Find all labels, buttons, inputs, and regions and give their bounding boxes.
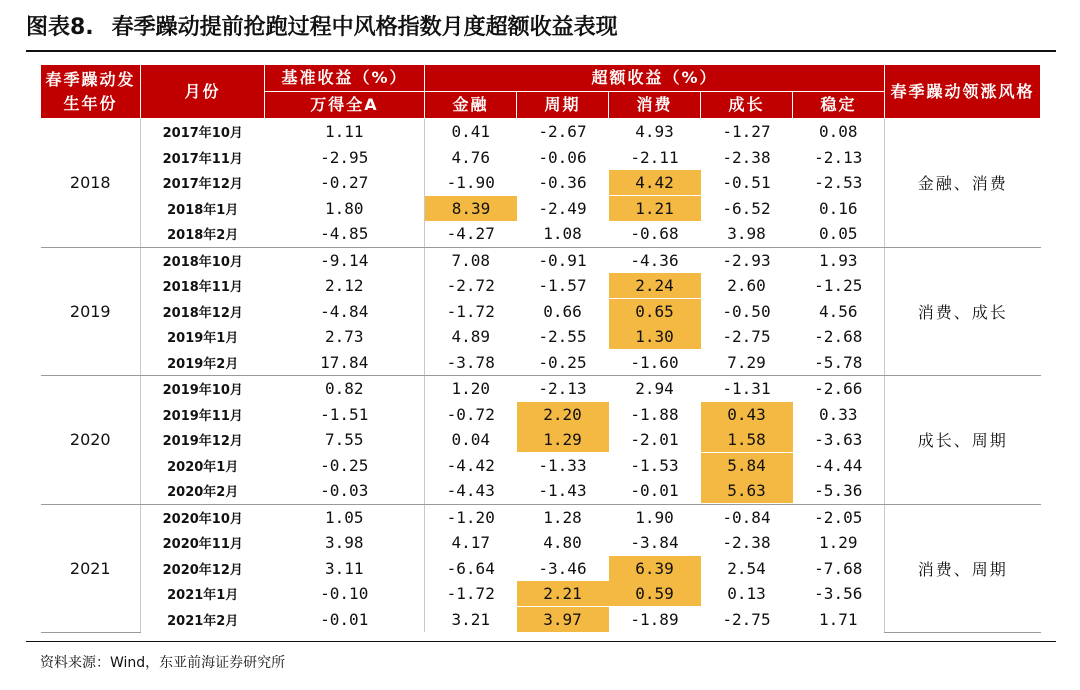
finance-cell: -1.72 <box>446 584 495 604</box>
stable-cell: -2.05 <box>814 507 863 527</box>
month-cell: 2018年11月 <box>162 280 243 296</box>
finance-cell-highlighted <box>425 196 517 222</box>
consumer-cell: -2.11 <box>630 147 679 167</box>
style-excess-return-table <box>40 64 1041 633</box>
highlight-value: 8.39 <box>425 196 517 221</box>
highlight-value: 1.21 <box>609 196 701 221</box>
finance-cell: 4.76 <box>451 147 491 167</box>
growth-cell: 0.13 <box>727 584 766 604</box>
header-leading-style: 春季躁动领涨风格 <box>885 65 1041 119</box>
stable-cell: -3.56 <box>814 584 863 604</box>
stable-cell: -2.13 <box>814 147 863 167</box>
stable-cell: -5.36 <box>793 478 885 504</box>
month-cell: 2020年11月 <box>162 537 243 553</box>
finance-cell: -2.72 <box>446 276 495 296</box>
benchmark-cell: -4.84 <box>265 299 425 325</box>
cyclical-cell: -0.06 <box>538 147 587 167</box>
finance-cell: 3.21 <box>451 609 491 629</box>
header-growth: 成长 <box>701 92 793 119</box>
benchmark-cell: 17.84 <box>265 350 425 376</box>
finance-cell: -4.27 <box>425 221 517 247</box>
finance-cell: -1.72 <box>446 301 495 321</box>
benchmark-cell: -0.01 <box>265 607 425 633</box>
consumer-cell-highlighted <box>609 273 701 299</box>
finance-cell: 0.04 <box>451 430 491 450</box>
finance-cell: 0.41 <box>451 122 491 142</box>
highlight-value: 6.39 <box>609 556 701 581</box>
finance-cell: -1.20 <box>446 507 495 527</box>
cyclical-cell: 1.08 <box>517 221 609 247</box>
month-cell: 2020年1月 <box>167 459 239 475</box>
growth-cell: -0.84 <box>722 507 771 527</box>
month-cell: 2018年10月 <box>162 254 243 270</box>
header-finance: 金融 <box>425 92 517 119</box>
month-cell: 2019年1月 <box>167 331 239 347</box>
month-cell: 2017年10月 <box>162 126 243 142</box>
consumer-cell: -3.84 <box>630 533 679 553</box>
month-cell: 2019年10月 <box>162 383 243 399</box>
figure-number: 图表8. <box>26 15 94 40</box>
finance-cell: 1.20 <box>451 379 491 399</box>
leading-style-cell: 消费、成长 <box>885 247 1041 376</box>
consumer-cell: 4.93 <box>635 122 674 142</box>
benchmark-cell: 1.05 <box>265 504 425 530</box>
consumer-cell-highlighted <box>609 581 701 607</box>
growth-cell: 2.60 <box>727 276 766 296</box>
cyclical-cell: 0.66 <box>543 301 582 321</box>
growth-cell: -1.27 <box>722 122 771 142</box>
growth-cell-highlighted <box>701 402 793 428</box>
growth-cell-highlighted <box>701 427 793 453</box>
consumer-cell: -4.36 <box>630 250 679 270</box>
benchmark-cell: -0.27 <box>265 170 425 196</box>
title-rule <box>26 50 1056 52</box>
consumer-cell: -1.88 <box>630 404 679 424</box>
table-row <box>41 247 1041 273</box>
cyclical-cell: 4.80 <box>543 533 582 553</box>
month-cell: 2020年12月 <box>162 562 243 578</box>
header-benchmark-group: 基准收益（%） <box>265 65 425 92</box>
consumer-cell-highlighted <box>609 299 701 325</box>
month-cell: 2018年12月 <box>162 305 243 321</box>
cyclical-cell-highlighted <box>517 402 609 428</box>
growth-cell: -2.38 <box>722 147 771 167</box>
growth-cell-highlighted <box>701 453 793 479</box>
growth-cell: -0.51 <box>722 173 771 193</box>
cyclical-cell: 1.28 <box>543 507 582 527</box>
month-cell: 2018年1月 <box>167 202 239 218</box>
benchmark-cell: -9.14 <box>265 247 425 273</box>
finance-cell: 7.08 <box>451 250 491 270</box>
cyclical-cell: -1.57 <box>538 276 587 296</box>
header-benchmark: 万得全A <box>265 92 425 119</box>
growth-cell: -2.75 <box>722 609 771 629</box>
benchmark-cell: 2.12 <box>265 273 425 299</box>
stable-cell: -2.53 <box>814 173 863 193</box>
benchmark-cell: -0.10 <box>265 581 425 607</box>
benchmark-cell: -1.51 <box>265 402 425 428</box>
growth-cell: 3.98 <box>701 221 793 247</box>
month-cell: 2020年2月 <box>141 478 265 504</box>
month-cell: 2021年1月 <box>167 588 239 604</box>
month-cell: 2020年10月 <box>162 511 243 527</box>
finance-cell: -6.64 <box>446 558 495 578</box>
highlight-value: 2.20 <box>517 402 609 427</box>
cyclical-cell: -3.46 <box>538 558 587 578</box>
growth-cell: -2.75 <box>722 327 771 347</box>
highlight-value: 4.42 <box>609 170 701 195</box>
cyclical-cell-highlighted <box>517 607 609 633</box>
stable-cell: 0.05 <box>793 221 885 247</box>
highlight-value: 0.43 <box>701 402 793 427</box>
cyclical-cell: -0.25 <box>517 350 609 376</box>
finance-cell: -3.78 <box>425 350 517 376</box>
benchmark-cell: 3.98 <box>265 530 425 556</box>
highlight-value: 1.30 <box>609 324 701 349</box>
month-cell: 2019年2月 <box>141 350 265 376</box>
consumer-cell: -0.01 <box>609 478 701 504</box>
cyclical-cell: -2.67 <box>538 122 587 142</box>
year-cell: 2020 <box>41 376 141 505</box>
highlight-value: 2.21 <box>517 581 609 606</box>
growth-cell: -0.50 <box>722 301 771 321</box>
growth-cell: -1.31 <box>722 379 771 399</box>
finance-cell: -0.72 <box>446 404 495 424</box>
cyclical-cell: -1.43 <box>517 478 609 504</box>
finance-cell: -4.43 <box>425 478 517 504</box>
highlight-value: 5.84 <box>701 453 793 478</box>
table-row <box>41 119 1041 145</box>
header-excess-group: 超额收益（%） <box>425 65 885 92</box>
finance-cell: -4.42 <box>446 455 495 475</box>
benchmark-cell: 3.11 <box>265 556 425 582</box>
header-consumer: 消费 <box>609 92 701 119</box>
month-cell: 2019年11月 <box>162 408 243 424</box>
stable-cell: -7.68 <box>814 558 863 578</box>
stable-cell: -4.44 <box>814 455 863 475</box>
consumer-cell-highlighted <box>609 324 701 350</box>
highlight-value: 0.65 <box>609 299 701 324</box>
consumer-cell-highlighted <box>609 170 701 196</box>
finance-cell: 4.89 <box>451 327 491 347</box>
cyclical-cell: -1.33 <box>538 455 587 475</box>
consumer-cell: 1.90 <box>635 507 674 527</box>
bottom-rule <box>26 641 1056 642</box>
stable-cell: 0.16 <box>818 198 858 218</box>
figure-title-text: 春季躁动提前抢跑过程中风格指数月度超额收益表现 <box>111 15 618 40</box>
cyclical-cell: -2.13 <box>538 379 587 399</box>
header-month: 月份 <box>141 65 265 119</box>
finance-cell: -1.90 <box>446 173 495 193</box>
highlight-value: 0.59 <box>609 581 701 606</box>
leading-style-cell: 成长、周期 <box>885 376 1041 505</box>
month-cell: 2017年11月 <box>162 151 243 167</box>
year-cell: 2019 <box>41 247 141 376</box>
benchmark-cell: -2.95 <box>265 145 425 171</box>
table-row <box>41 376 1041 402</box>
growth-cell-highlighted <box>701 478 793 504</box>
consumer-cell-highlighted <box>609 556 701 582</box>
consumer-cell: -1.53 <box>630 455 679 475</box>
stable-cell: -1.25 <box>814 276 863 296</box>
month-cell: 2021年2月 <box>167 613 239 629</box>
benchmark-cell: -0.25 <box>265 453 425 479</box>
stable-cell: -2.66 <box>814 379 863 399</box>
consumer-cell-highlighted <box>609 196 701 222</box>
cyclical-cell: -2.55 <box>538 327 587 347</box>
leading-style-cell: 消费、周期 <box>885 504 1041 632</box>
highlight-value: 2.24 <box>609 273 701 298</box>
month-cell: 2018年2月 <box>141 221 265 247</box>
benchmark-cell: 0.82 <box>265 376 425 402</box>
stable-cell: -3.63 <box>814 430 863 450</box>
consumer-cell: -1.60 <box>609 350 701 376</box>
stable-cell: 1.71 <box>818 609 858 629</box>
cyclical-cell: -0.36 <box>538 173 587 193</box>
stable-cell: 0.08 <box>818 122 858 142</box>
stable-cell: -2.68 <box>814 327 863 347</box>
consumer-cell: 2.94 <box>635 379 674 399</box>
consumer-cell: -0.68 <box>609 221 701 247</box>
stable-cell: -5.78 <box>793 350 885 376</box>
stable-cell: 4.56 <box>818 301 858 321</box>
highlight-value: 5.63 <box>701 478 793 503</box>
stable-cell: 1.93 <box>818 250 858 270</box>
benchmark-cell: -4.85 <box>265 221 425 247</box>
figure-title <box>26 10 618 46</box>
benchmark-cell: -0.03 <box>265 478 425 504</box>
header-occur-year: 春季躁动发生年份 <box>41 65 141 119</box>
highlight-value: 1.29 <box>517 427 609 452</box>
cyclical-cell-highlighted <box>517 581 609 607</box>
cyclical-cell: -2.49 <box>538 198 587 218</box>
benchmark-cell: 1.80 <box>265 196 425 222</box>
growth-cell: -6.52 <box>722 198 771 218</box>
year-cell: 2021 <box>41 504 141 632</box>
growth-cell: -2.93 <box>722 250 771 270</box>
cyclical-cell-highlighted <box>517 427 609 453</box>
month-cell: 2019年12月 <box>162 434 243 450</box>
stable-cell: 0.33 <box>818 404 858 424</box>
benchmark-cell: 7.55 <box>265 427 425 453</box>
highlight-value: 1.58 <box>701 427 793 452</box>
benchmark-cell: 1.11 <box>265 119 425 145</box>
growth-cell: 2.54 <box>727 558 766 578</box>
growth-cell: 7.29 <box>701 350 793 376</box>
consumer-cell: -1.89 <box>630 609 679 629</box>
consumer-cell: -2.01 <box>630 430 679 450</box>
growth-cell: -2.38 <box>722 533 771 553</box>
benchmark-cell: 2.73 <box>265 324 425 350</box>
highlight-value: 3.97 <box>517 607 609 632</box>
year-cell: 2018 <box>41 119 141 248</box>
table-row <box>41 504 1041 530</box>
header-cyclical: 周期 <box>517 92 609 119</box>
finance-cell: 4.17 <box>451 533 491 553</box>
cyclical-cell: -0.91 <box>538 250 587 270</box>
month-cell: 2017年12月 <box>162 177 243 193</box>
source-note: 资料来源：Wind，东亚前海证券研究所 <box>40 655 286 671</box>
stable-cell: 1.29 <box>818 533 858 553</box>
header-stable: 稳定 <box>793 92 885 119</box>
leading-style-cell: 金融、消费 <box>885 119 1041 248</box>
